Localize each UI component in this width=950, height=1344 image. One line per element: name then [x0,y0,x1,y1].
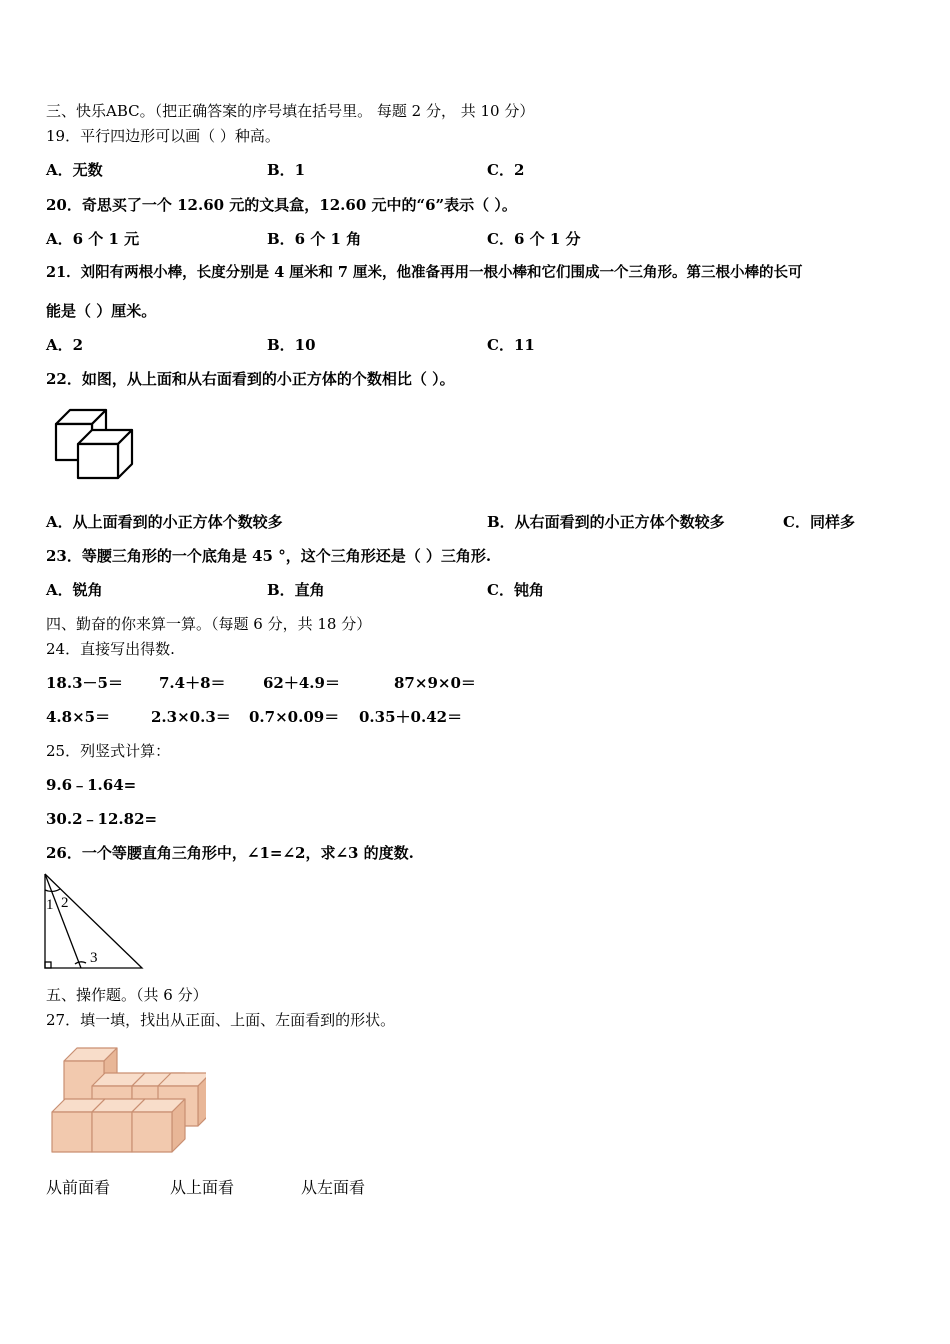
q24-item: 0.7×0.09＝ [249,708,340,726]
q20-option-a: A．6 个 1 元 [46,230,140,248]
angle-1-label: 1 [46,897,54,913]
q23-option-a: A．锐角 [46,581,103,599]
q22-option-b: B．从右面看到的小正方体个数较多 [487,513,725,531]
q22-option-a: A．从上面看到的小正方体个数较多 [46,513,283,531]
q21-option-c: C．11 [487,336,535,354]
q27-blocks-figure [48,1044,206,1156]
angle-2-label: 2 [61,895,69,911]
q20-stem: 20．奇思买了一个 12.60 元的文具盒，12.60 元中的“6”表示（ ）。 [46,196,517,214]
q23-option-c: C．钝角 [487,581,544,599]
q22-cube-figure [50,402,140,482]
q24-item: 0.35＋0.42＝ [359,708,463,726]
q20-option-b: B．6 个 1 角 [267,230,362,248]
q23-option-b: B．直角 [267,581,325,599]
q21-stem-line1: 21．刘阳有两根小棒，长度分别是 4 厘米和 7 厘米，他准备再用一根小棒和它们围成一个三角形。第三根小棒的长可 [46,264,803,281]
cube-6-front [92,1112,132,1152]
q25-item: 30.2﹣12.82= [46,810,158,828]
cube-7-front [132,1112,172,1152]
view-left-label: 从左面看 [301,1178,366,1197]
q27-stem: 27．填一填，找出从正面、上面、左面看到的形状。 [46,1011,396,1029]
q22-stem: 22．如图，从上面和从右面看到的小正方体的个数相比（ ）。 [46,370,455,388]
q24-item: 18.3－5＝ [46,674,123,692]
q25-item: 9.6﹣1.64= [46,776,137,794]
q21-option-b: B．10 [267,336,316,354]
section-4-title: 四、勤奋的你来算一算。（每题 6 分，共 18 分） [46,615,372,633]
q22-option-c: C．同样多 [783,513,855,531]
view-top-label: 从上面看 [170,1178,235,1197]
q24-item: 2.3×0.3＝ [151,708,231,726]
q25-stem: 25．列竖式计算： [46,742,171,760]
view-front-label: 从前面看 [46,1178,111,1197]
q23-stem: 23．等腰三角形的一个底角是 45 °，这个三角形还是（ ）三角形. [46,547,492,565]
q26-triangle-figure [40,870,150,974]
q24-item: 4.8×5＝ [46,708,111,726]
q21-stem-line2: 能是（ ）厘米。 [46,302,157,320]
q19-stem: 19．平行四边形可以画（ ）种高。 [46,127,280,145]
angle-3-label: 3 [90,950,98,966]
q24-item: 7.4＋8＝ [159,674,226,692]
q19-option-a: A．无数 [46,161,103,179]
section-3-title: 三、快乐ABC。（把正确答案的序号填在括号里。 每题 2 分， 共 10 分） [46,102,535,120]
q24-item: 87×9×0＝ [394,674,476,692]
section-5-title: 五、操作题。（共 6 分） [46,986,208,1004]
q20-option-c: C．6 个 1 分 [487,230,581,248]
cube-5-front [52,1112,92,1152]
q19-option-c: C．2 [487,161,525,179]
q19-option-b: B．1 [267,161,306,179]
q24-stem: 24．直接写出得数. [46,640,175,658]
q21-option-a: A．2 [46,336,84,354]
q26-stem: 26．一个等腰直角三角形中，∠1=∠2，求∠3 的度数. [46,844,414,862]
q24-item: 62＋4.9＝ [263,674,340,692]
